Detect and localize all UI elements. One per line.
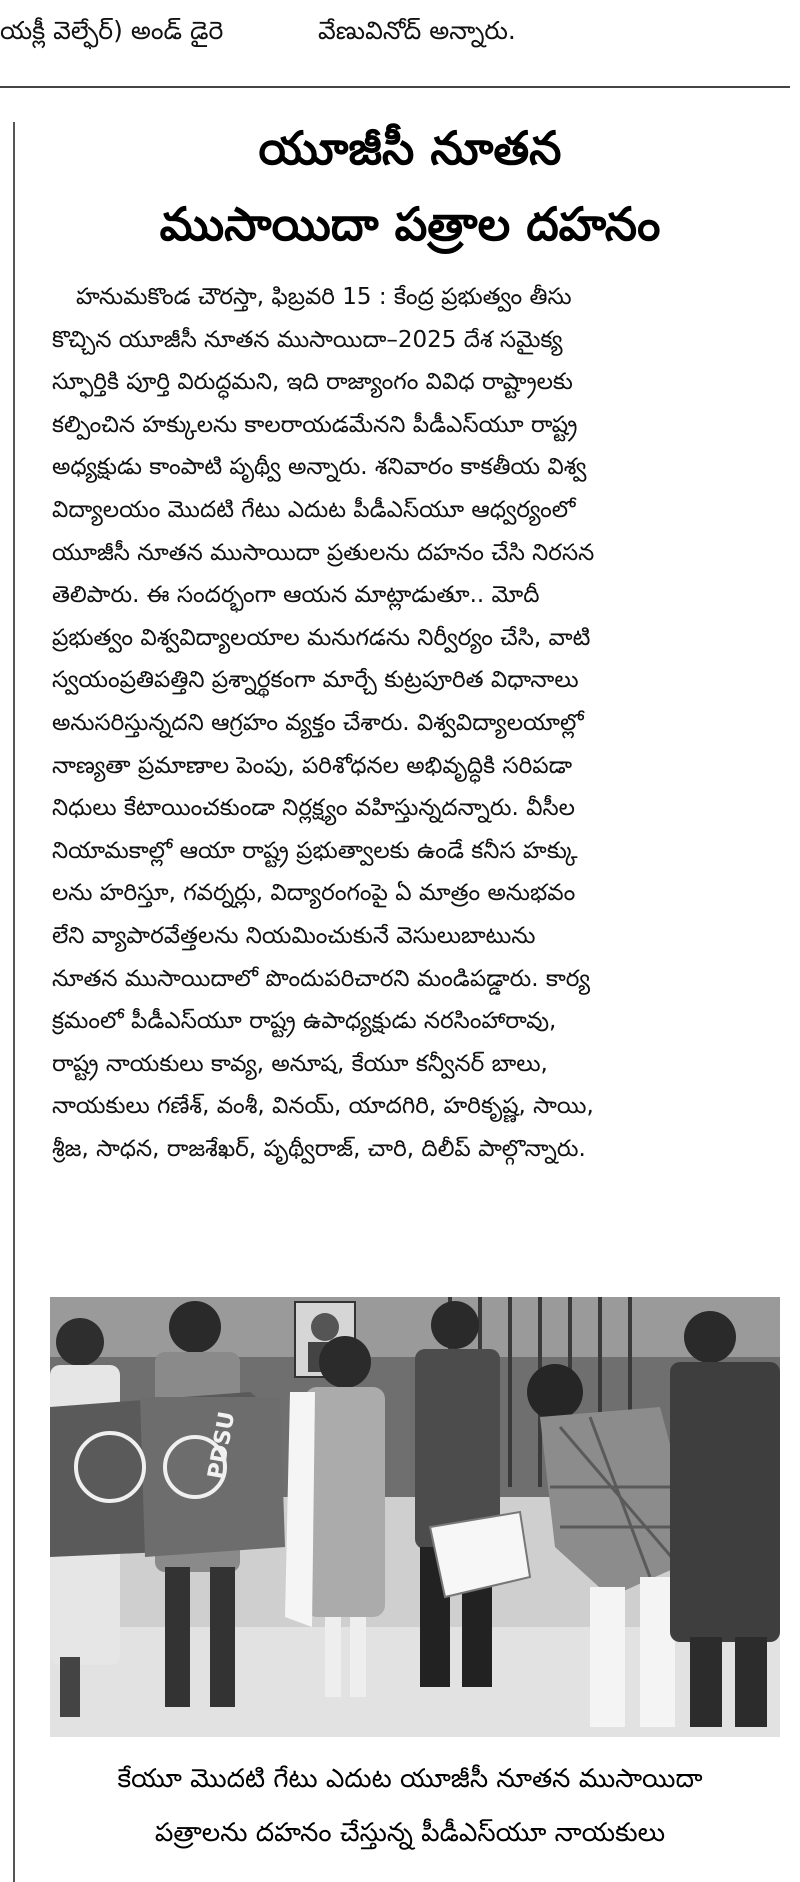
body-line: అనుసరిస్తున్నదని ఆగ్రహం వ్యక్తం చేశారు. విశ్వవిద్యాలయాల్లో: [52, 709, 584, 736]
article-headline: [40, 110, 780, 262]
previous-article-fragment: [0, 0, 800, 82]
previous-article-text-right: వేణువినోద్ అన్నారు.: [318, 16, 516, 45]
body-line: శ్రీజ, సాధన, రాజశేఖర్, పృథ్వీరాజ్, చారి, దిలీప్ పాల్గొన్నారు.: [52, 1135, 586, 1162]
body-line: అధ్యక్షుడు కాంపాటి పృథ్వీ అన్నారు. శనివారం కాకతీయ విశ్వ: [52, 454, 587, 481]
headline-line-2: ముసాయిదా పత్రాల దహనం: [159, 197, 661, 251]
headline-line-1: యూజీసీ నూతన: [258, 121, 562, 175]
body-line: క్రమంలో పీడీఎస్‌యూ రాష్ట్ర ఉపాధ్యక్షుడు నరసింహారావు,: [52, 1008, 557, 1035]
body-line: స్వయంప్రతిపత్తిని ప్రశ్నార్థకంగా మార్చే కుట్రపూరిత విధానాలు: [52, 667, 579, 694]
column-divider: [13, 122, 15, 1882]
body-line: రాష్ట్ర నాయకులు కావ్య, అనూష, కేయూ కన్వీనర్ బాలు,: [52, 1050, 548, 1077]
body-line: స్ఫూర్తికి పూర్తి విరుద్ధమని, ఇది రాజ్యాంగం వివిధ రాష్ట్రాలకు: [52, 369, 573, 396]
protest-photo-illustration: [50, 1297, 780, 1737]
body-line: నియామకాల్లో ఆయా రాష్ట్ర ప్రభుత్వాలకు ఉండే కనీస హక్కు: [52, 837, 578, 864]
previous-article-text-left: యక్లీ వెల్ఫేర్) అండ్ డైరె: [0, 16, 224, 45]
body-line: తెలిపారు. ఈ సందర్భంగా ఆయన మాట్లాడుతూ.. మోదీ: [52, 582, 540, 609]
body-line: హనుమకొండ చౌరస్తా, ఫిబ్రవరి 15 : కేంద్ర ప్రభుత్వం తీసు: [76, 284, 572, 310]
body-line: లేని వ్యాపారవేత్తలను నియమించుకునే వెసులుబాటును: [52, 922, 536, 949]
article-body: [52, 276, 780, 1170]
body-line: కొచ్చిన యూజీసీ నూతన ముసాయిదా–2025 దేశ సమైక్య: [52, 326, 563, 353]
caption-line-1: కేయూ మొదటి గేటు ఎదుట యూజీసీ నూతన ముసాయిదా: [117, 1764, 703, 1794]
body-line: కల్పించిన హక్కులను కాలరాయడమేనని పీడీఎస్‌యూ రాష్ట్ర: [52, 411, 578, 438]
photo-caption: [40, 1752, 780, 1860]
body-line: యూజీసీ నూతన ముసాయిదా ప్రతులను దహనం చేసి నిరసన: [52, 539, 595, 566]
body-line: నాణ్యతా ప్రమాణాల పెంపు, పరిశోధనల అభివృద్ధికి సరిపడా: [52, 752, 573, 779]
flag-text: PDSU: [203, 1409, 241, 1482]
body-line: విద్యాలయం మొదటి గేటు ఎదుట పీడీఎస్‌యూ ఆధ్వర్యంలో: [52, 496, 576, 523]
body-line: నూతన ముసాయిదాలో పొందుపరిచారని మండిపడ్డారు. కార్య: [52, 965, 590, 992]
body-line: నిధులు కేటాయించకుండా నిర్లక్ష్యం వహిస్తున్నదన్నారు. వీసీల: [52, 795, 575, 822]
body-line: లను హరిస్తూ, గవర్నర్లు, విద్యారంగంపై ఏ మాత్రం అనుభవం: [52, 880, 576, 907]
caption-line-2: పత్రాలను దహనం చేస్తున్న పీడీఎస్‌యూ నాయకులు: [154, 1818, 666, 1848]
body-line: నాయకులు గణేశ్, వంశీ, వినయ్, యాదగిరి, హరికృష్ణ, సాయి,: [52, 1093, 594, 1120]
body-line: ప్రభుత్వం విశ్వవిద్యాలయాల మనుగడను నిర్వీర్యం చేసి, వాటి: [52, 624, 591, 651]
news-photo: [50, 1297, 780, 1737]
section-divider: [0, 86, 790, 88]
